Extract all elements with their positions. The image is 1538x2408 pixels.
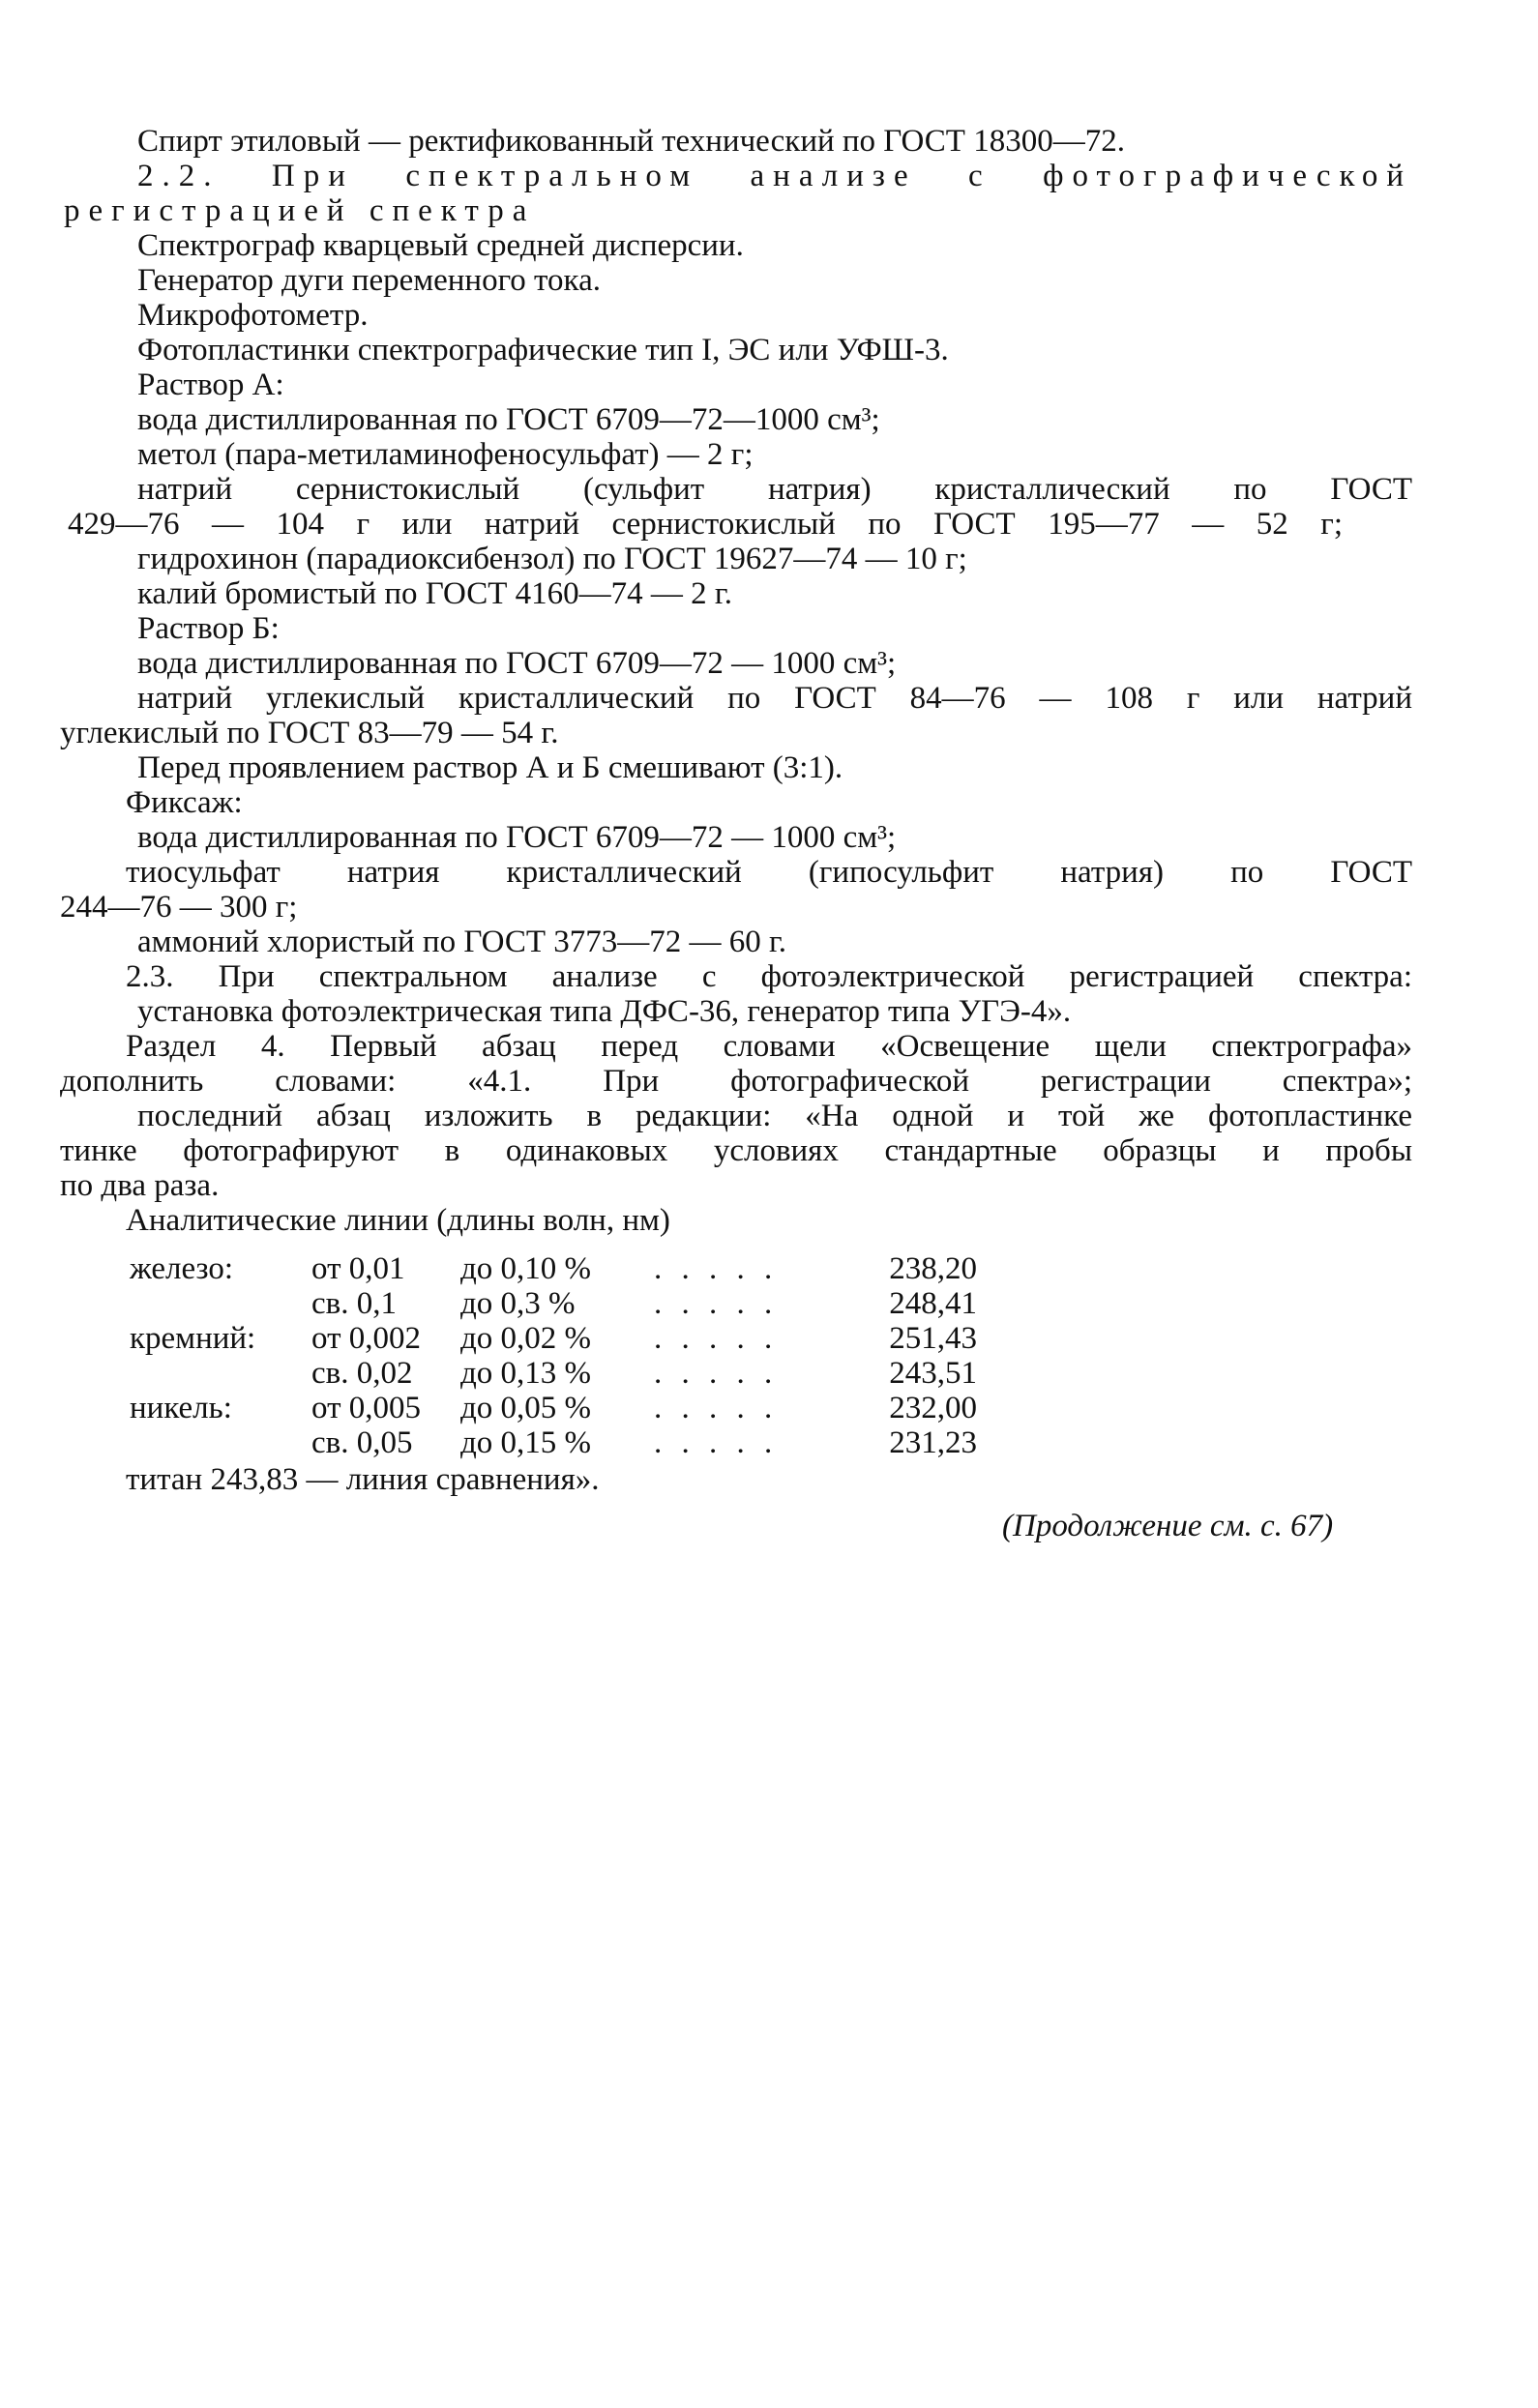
range-from-cell: от 0,005 xyxy=(311,1391,421,1425)
text-line: Микрофотометр. xyxy=(137,298,369,333)
text-line: Раствор Б: xyxy=(137,611,280,646)
element-cell: никель: xyxy=(130,1391,232,1425)
range-from-cell: св. 0,02 xyxy=(311,1356,413,1391)
range-from-cell: от 0,002 xyxy=(311,1321,421,1356)
text-line: 2.3. При спектральном анализе с фотоэлектрической регистрацией спектра: xyxy=(126,959,1412,994)
text-line: калий бромистый по ГОСТ 4160—74 — 2 г. xyxy=(137,576,732,611)
range-to-cell: до 0,05 % xyxy=(460,1391,592,1425)
text-line: Фиксаж: xyxy=(126,785,243,820)
text-line: Фотопластинки спектрографические тип I, ЭС или УФШ-3. xyxy=(137,333,949,367)
wavelength-cell: 232,00 xyxy=(889,1391,977,1425)
table-row xyxy=(0,1391,1538,1425)
text-line: Спектрограф кварцевый средней дисперсии. xyxy=(137,228,744,263)
wavelength-cell: 248,41 xyxy=(889,1286,977,1321)
table-row xyxy=(0,1356,1538,1391)
element-cell: железо: xyxy=(130,1251,234,1286)
table-row xyxy=(0,1321,1538,1356)
text-line: вода дистиллированная по ГОСТ 6709—72 — 1000 см³; xyxy=(137,820,897,855)
section-heading-2-2: 2.2. При спектральном анализе с фотографической xyxy=(137,159,1412,193)
text-line: гидрохинон (парадиоксибензол) по ГОСТ 19627—74 — 10 г; xyxy=(137,542,967,576)
dot-leader: . . . . . xyxy=(654,1286,779,1321)
closing-line: титан 243,83 — линия сравнения». xyxy=(126,1462,600,1497)
element-cell: кремний: xyxy=(130,1321,256,1356)
table-caption: Аналитические линии (длины волн, нм) xyxy=(126,1203,670,1238)
text-line: вода дистиллированная по ГОСТ 6709—72—1000 см³; xyxy=(137,402,880,437)
text-line: натрий углекислый кристаллический по ГОСТ 84—76 — 108 г или натрий xyxy=(137,681,1412,716)
text-line: тиосульфат натрия кристаллический (гипосульфит натрия) по ГОСТ xyxy=(126,855,1412,890)
text-line: Раздел 4. Первый абзац перед словами «Освещение щели спектрографа» xyxy=(126,1029,1412,1064)
dot-leader: . . . . . xyxy=(654,1356,779,1391)
wavelength-cell: 251,43 xyxy=(889,1321,977,1356)
text-line: метол (пара-метиламинофеносульфат) — 2 г; xyxy=(137,437,754,472)
wavelength-cell: 231,23 xyxy=(889,1425,977,1460)
range-to-cell: до 0,15 % xyxy=(460,1425,592,1460)
dot-leader: . . . . . xyxy=(654,1321,779,1356)
range-to-cell: до 0,10 % xyxy=(460,1251,592,1286)
text-line: Генератор дуги переменного тока. xyxy=(137,263,601,298)
range-from-cell: от 0,01 xyxy=(311,1251,405,1286)
text-line: 429—76 — 104 г или натрий сернистокислый по ГОСТ 195—77 — 52 г; xyxy=(68,507,1343,542)
text-line: вода дистиллированная по ГОСТ 6709—72 — 1000 см³; xyxy=(137,646,897,681)
table-row xyxy=(0,1251,1538,1286)
range-to-cell: до 0,3 % xyxy=(460,1286,576,1321)
text-line: Перед проявлением раствор А и Б смешивают (3:1). xyxy=(137,750,843,785)
table-row xyxy=(0,1286,1538,1321)
table-row xyxy=(0,1425,1538,1460)
continuation-note: (Продолжение см. с. 67) xyxy=(1002,1509,1334,1543)
range-from-cell: св. 0,1 xyxy=(311,1286,397,1321)
dot-leader: . . . . . xyxy=(654,1391,779,1425)
text-line: 244—76 — 300 г; xyxy=(60,890,298,925)
range-to-cell: до 0,13 % xyxy=(460,1356,592,1391)
section-heading-2-2-continued: регистрацией спектра xyxy=(64,193,536,228)
text-line: тинке фотографируют в одинаковых условиях стандартные образцы и пробы xyxy=(60,1133,1412,1168)
dot-leader: . . . . . xyxy=(654,1251,779,1286)
range-to-cell: до 0,02 % xyxy=(460,1321,592,1356)
wavelength-cell: 238,20 xyxy=(889,1251,977,1286)
dot-leader: . . . . . xyxy=(654,1425,779,1460)
text-line: по два раза. xyxy=(60,1168,220,1203)
wavelength-cell: 243,51 xyxy=(889,1356,977,1391)
text-line: дополнить словами: «4.1. При фотографической регистрации спектра»; xyxy=(60,1064,1412,1099)
text-line: Спирт этиловый — ректификованный технический по ГОСТ 18300—72. xyxy=(137,124,1125,159)
text-line: аммоний хлористый по ГОСТ 3773—72 — 60 г. xyxy=(137,925,787,959)
range-from-cell: св. 0,05 xyxy=(311,1425,413,1460)
text-line: углекислый по ГОСТ 83—79 — 54 г. xyxy=(60,716,559,750)
text-line: установка фотоэлектрическая типа ДФС-36, генератор типа УГЭ-4». xyxy=(137,994,1072,1029)
text-line: последний абзац изложить в редакции: «На одной и той же фотопластинке xyxy=(137,1099,1412,1133)
text-line: Раствор А: xyxy=(137,367,284,402)
text-line: натрий сернистокислый (сульфит натрия) кристаллический по ГОСТ xyxy=(137,472,1412,507)
